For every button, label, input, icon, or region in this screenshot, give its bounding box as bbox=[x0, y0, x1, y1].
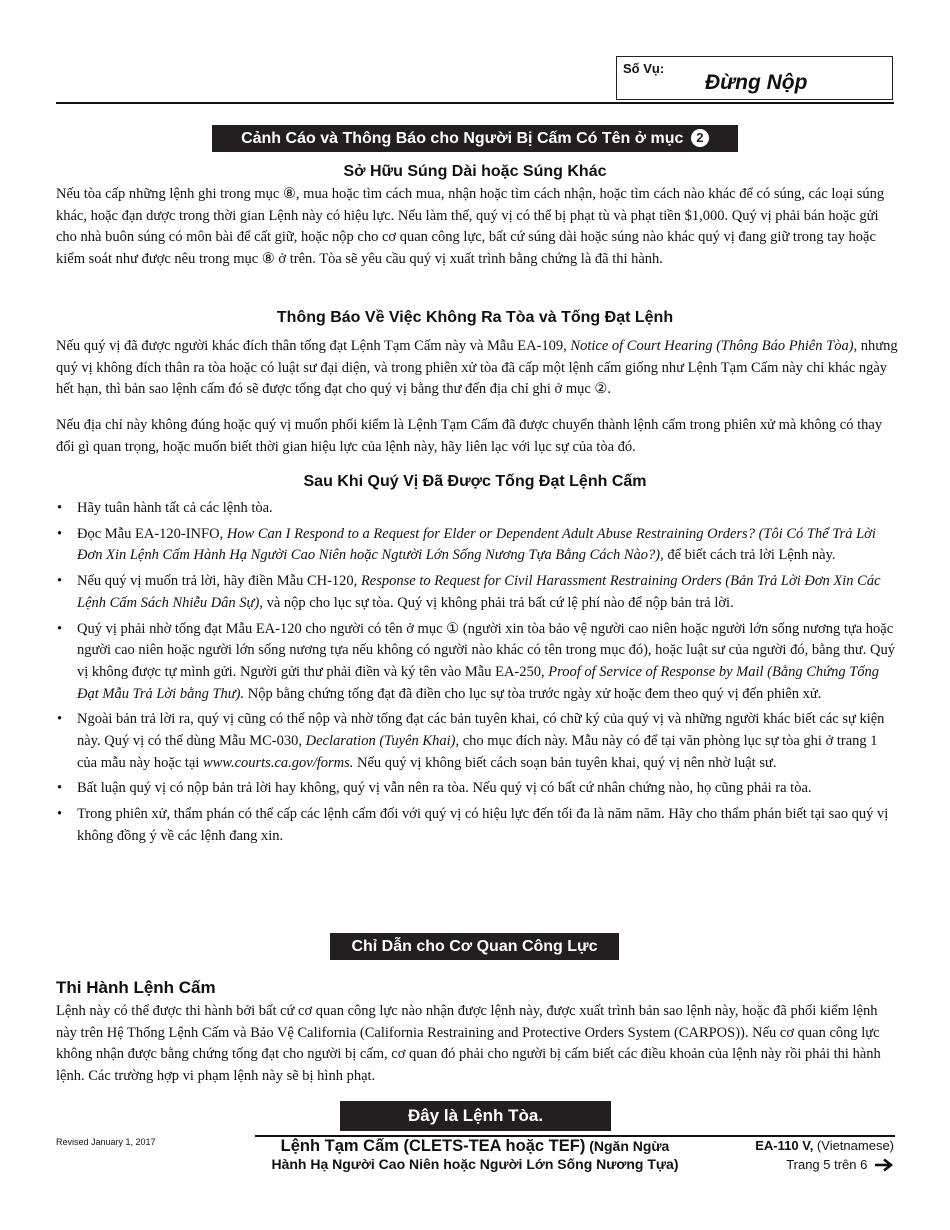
header-rule bbox=[56, 102, 894, 104]
form-title bbox=[255, 1137, 695, 1172]
case-number-value: Đừng Nộp bbox=[705, 71, 808, 94]
court-order-banner: Đây là Lệnh Tòa. bbox=[340, 1101, 611, 1131]
list-item: • Trong phiên xử, thẩm phán có thể cấp các lệnh cấm đối với quý vị có hiệu lực đến tối đa là năm năm. Hãy cho thẩm phán biết tại sao quý vị không đồng ý về các lệnh đang xin. bbox=[56, 804, 898, 847]
form-title-line2: Hành Hạ Người Cao Niên hoặc Người Lớn Sống Nương Tựa) bbox=[271, 1156, 679, 1172]
after-service-heading: Sau Khi Quý Vị Đã Được Tống Đạt Lệnh Cấm bbox=[303, 473, 647, 490]
list-item: • Quý vị phải nhờ tống đạt Mẫu EA-120 cho người có tên ở mục ① (người xin tòa bảo vệ người cao niên hoặc người lớn sống nương tựa hoặc người cao niên hoặc người lớn sống nương tựa nếu không có người nào khác có tên trong mục đó), hoặc luật sư của người đó, bằng thư. Quý vị không được tự mình gửi. Người gửi thư phải điền và ký tên vào Mẫu EA-250, Proof of Service of Response by Mail (Bằng Chứng Tống Đạt Mẫu Trả Lời bằng Thư). Nộp bằng chứng tống đạt đã điền cho lục sự tòa trước ngày xử hoặc đem theo quý vị đến phiên xử. bbox=[56, 619, 898, 706]
list-item: • Hãy tuân hành tất cả các lệnh tòa. bbox=[56, 498, 898, 520]
list-item: • Nếu quý vị muốn trả lời, hãy điền Mẫu CH-120, Response to Request for Civil Harassment Restraining Orders (Bản Trả Lời Đơn Xin Các Lệnh Cấm Sách Nhiễu Dân Sự), và nộp cho lục sự tòa. Quý vị không phải trả bất cứ lệ phí nào để nộp bản trả lời. bbox=[56, 571, 898, 614]
case-number-label: Số Vụ: bbox=[623, 61, 665, 76]
enforcement-heading: Thi Hành Lệnh Cấm bbox=[56, 978, 216, 997]
law-enforcement-banner: Chỉ Dẫn cho Cơ Quan Công Lực bbox=[330, 933, 619, 960]
firearms-paragraph: Nếu tòa cấp những lệnh ghi trong mục ⑧, mua hoặc tìm cách mua, nhận hoặc tìm cách nhận, hoặc tìm cách nào khác để có súng, các loại súng khác, hoặc đạn dược trong thời gian Lệnh này có hiệu lực. Nếu làm thế, quý vị có thể bị phạt tù và phạt tiền $1,000. Quý vị phải bán hoặc gửi cho nhà buôn súng có môn bài để cất giữ, hoặc nộp cho cơ quan công lực, bất cứ súng dài hoặc súng nào khác quý vị đang giữ trong tay hoặc kiểm soát như được nêu trong mục ⑧ ở trên. Tòa sẽ yêu cầu quý vị xuất trình bằng chứng là đã thi hành. bbox=[56, 186, 885, 268]
case-number-box bbox=[616, 56, 893, 100]
after-service-list bbox=[56, 498, 898, 852]
list-item: • Ngoài bản trả lời ra, quý vị cũng có thể nộp và nhờ tống đạt các bản tuyên khai, có chữ ký của quý vị và những người khác biết các sự kiện này. Quý vị có thể dùng Mẫu MC-030, Declaration (Tuyên Khai), cho mục đích này. Mẫu này có để tại văn phòng lục sự tòa ghi ở trang 1 của mẫu này hoặc tại www.courts.ca.gov/forms. Nếu quý vị không biết cách soạn bản tuyên khai, quý vị nên nhờ luật sư. bbox=[56, 709, 898, 774]
revised-date: Revised January 1, 2017 bbox=[56, 1137, 156, 1147]
courts-forms-link: www.courts.ca.gov/forms. bbox=[203, 754, 354, 771]
form-number: EA-110 V, (Vietnamese) bbox=[755, 1138, 894, 1153]
notice-service-paragraph-2: Nếu địa chỉ này không đúng hoặc quý vị muốn phối kiểm là Lệnh Tạm Cấm đã được chuyển thành lệnh cấm trong phiên xử mà không có thay đổi gì quan trọng, hoặc muốn biết thời gian hiệu lực của lệnh này, hãy liên lạc với lục sự của tòa đó. bbox=[56, 417, 883, 455]
form-title-main: Lệnh Tạm Cấm (CLETS-TEA hoặc TEF) bbox=[280, 1137, 586, 1155]
item-number-badge: 2 bbox=[691, 129, 709, 147]
page-indicator bbox=[786, 1157, 894, 1172]
notice-service-heading: Thông Báo Về Việc Không Ra Tòa và Tống Đạt Lệnh bbox=[276, 309, 674, 326]
warning-section-banner bbox=[212, 125, 738, 152]
warning-banner-text: Cảnh Cáo và Thông Báo cho Người Bị Cấm Có Tên ở mục bbox=[241, 130, 684, 147]
form-title-paren: (Ngăn Ngừa bbox=[585, 1138, 670, 1154]
notice-service-paragraph-1: Nếu quý vị đã được người khác đích thân tống đạt Lệnh Tạm Cấm này và Mẫu EA-109, Notice of Court Hearing (Thông Báo Phiên Tòa), nhưng quý vị không đích thân ra tòa hoặc có luật sư đại diện, và trong phiên xử tòa đã cấp một lệnh cấm giống như Lệnh Tạm Cấm này chỉ khác ngày hết hạn, thì bản sao lệnh cấm đó sẽ được tống đạt cho quý vị bằng thư đến địa chỉ ghi ở mục ②. bbox=[56, 338, 898, 398]
page-indicator-text: Trang 5 trên 6 bbox=[786, 1157, 868, 1172]
list-item: • Đọc Mẫu EA-120-INFO, How Can I Respond to a Request for Elder or Dependent Adult Abuse Restraining Orders? (Tôi Có Thể Trả Lời Đơn Xin Lệnh Cấm Hành Hạ Người Cao Niên hoặc Ngtười Lớn Sống Nương Tựa Bằng Cách Nào?), để biết cách trả lời Lệnh này. bbox=[56, 524, 898, 567]
list-item: • Bất luận quý vị có nộp bản trả lời hay không, quý vị vẫn nên ra tòa. Nếu quý vị có bất cứ nhân chứng nào, họ cũng phải ra tòa. bbox=[56, 778, 898, 800]
enforcement-paragraph: Lệnh này có thể được thi hành bởi bất cứ cơ quan công lực nào nhận được lệnh này, được xuất trình bản sao lệnh này, hoặc đã phối kiểm lệnh này trên Hệ Thống Lệnh Cấm và Bảo Vệ California (California Restraining and Protective Orders System (CARPOS)). Nếu cơ quan công lực không nhận được bằng chứng tống đạt cho người bị cấm, cơ quan đó phải cho người bị cấm biết các điều khoản của lệnh này rồi phải thi hành lệnh. Các trường hợp vi phạm lệnh này sẽ bị hình phạt. bbox=[56, 1003, 881, 1085]
arrow-right-icon[interactable] bbox=[874, 1158, 894, 1172]
firearms-heading: Sở Hữu Súng Dài hoặc Súng Khác bbox=[343, 163, 607, 180]
